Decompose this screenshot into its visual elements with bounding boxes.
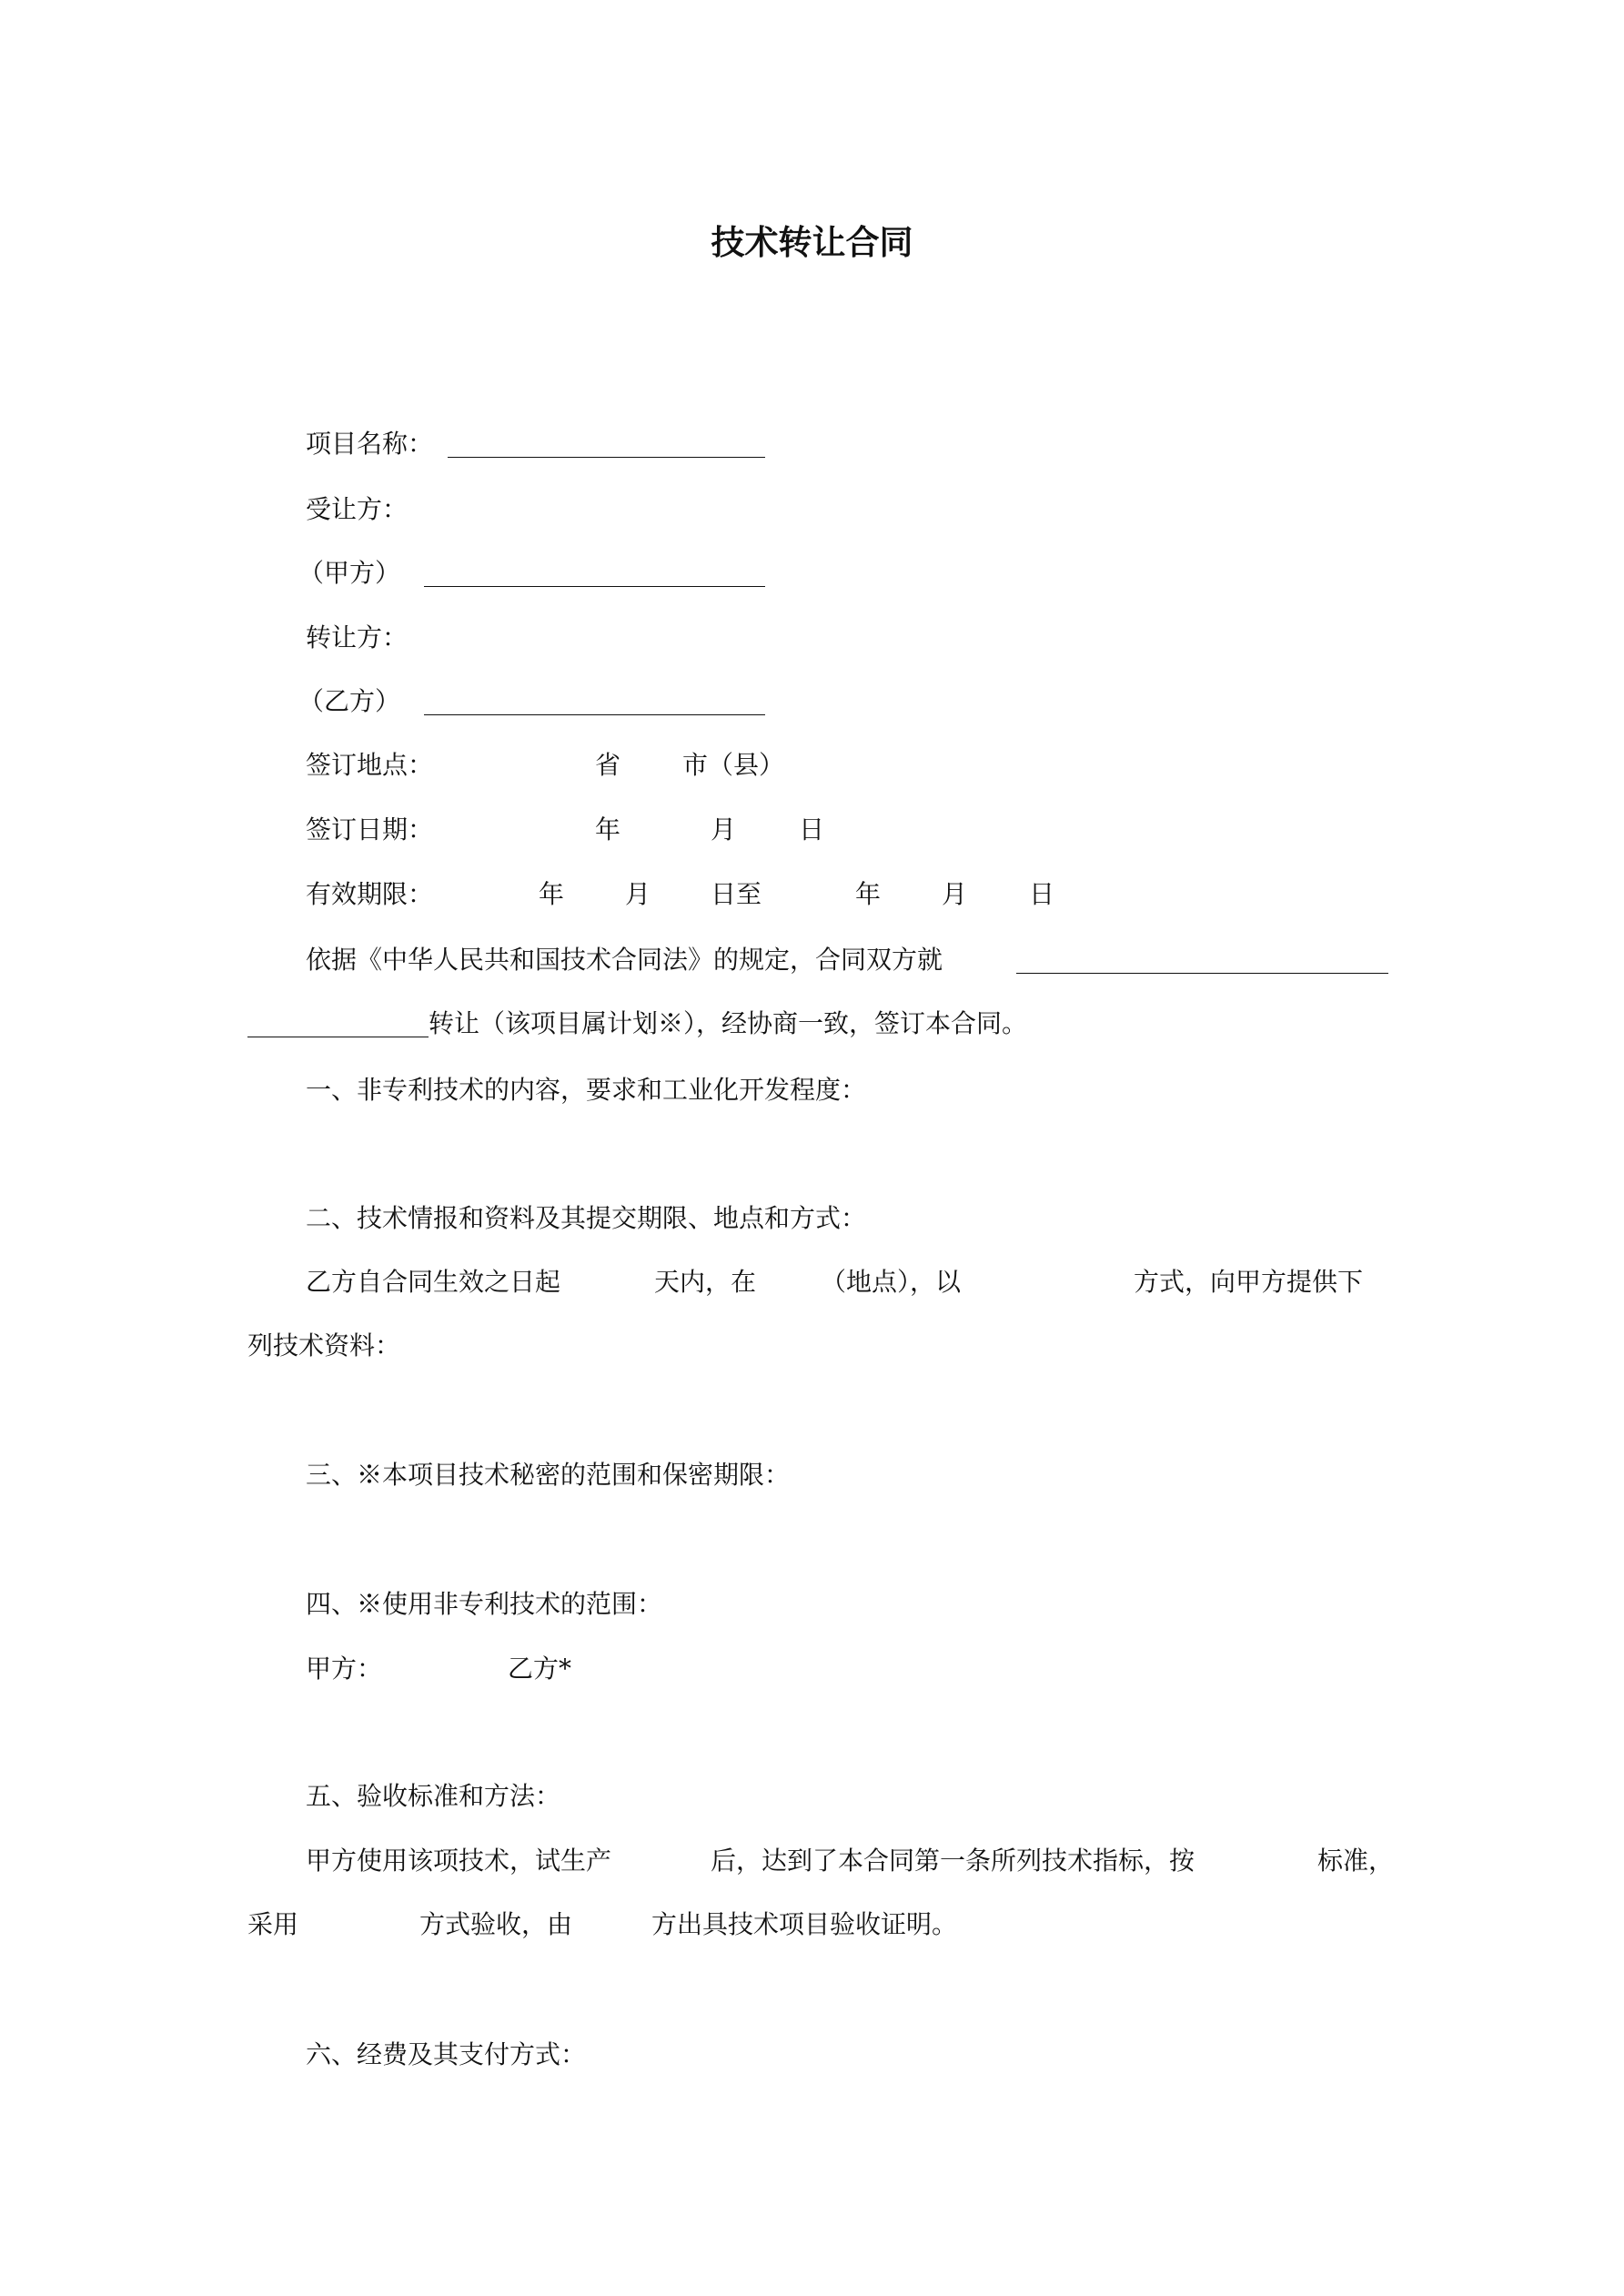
document-title: 技术转让合同 (711, 222, 913, 262)
party-a-label: （甲方） (298, 558, 401, 588)
preamble-line-1: 依据《中华人民共和国技术合同法》的规定，合同双方就 (306, 945, 943, 975)
sign-place-label: 签订地点： (306, 750, 434, 780)
validity-day-to: 日至 (711, 879, 762, 909)
section-4-heading: 四、※使用非专利技术的范围： (306, 1589, 663, 1619)
party-b-label: （乙方） (298, 686, 401, 716)
sign-place-province: 省 (595, 750, 621, 780)
section-4-party-a: 甲方： (306, 1654, 383, 1684)
sign-place-city: 市（县） (682, 750, 785, 780)
section-5-text-1: 甲方使用该项技术，试生产 (306, 1846, 612, 1876)
sign-date-label: 签订日期： (306, 814, 434, 845)
validity-day-2: 日 (1029, 879, 1055, 909)
project-name-label: 项目名称： (306, 429, 434, 459)
assignee-label: 受让方： (306, 494, 409, 524)
party-b-blank[interactable] (424, 714, 765, 715)
section-4-party-b: 乙方* (508, 1654, 572, 1684)
section-2-text-4: 方式，向甲方提供下 (1134, 1267, 1364, 1297)
section-5-text-5: 方式验收，由 (419, 1909, 573, 1939)
sign-date-day: 日 (799, 814, 825, 845)
section-5-text-3: 标准， (1317, 1846, 1395, 1876)
section-1-heading: 一、非专利技术的内容，要求和工业化开发程度： (306, 1075, 867, 1105)
section-2-text-1: 乙方自合同生效之日起 (306, 1267, 561, 1297)
validity-label: 有效期限： (306, 879, 434, 909)
validity-year-2: 年 (855, 879, 882, 909)
section-2-text-2: 天内，在 (654, 1267, 757, 1297)
validity-month-2: 月 (942, 879, 968, 909)
preamble-blank-1[interactable] (1016, 973, 1388, 974)
sign-date-year: 年 (595, 814, 621, 845)
section-2-heading: 二、技术情报和资料及其提交期限、地点和方式： (306, 1203, 867, 1233)
section-2-text-3: （地点），以 (821, 1267, 962, 1297)
sign-date-month: 月 (711, 814, 737, 845)
section-6-heading: 六、经费及其支付方式： (306, 2039, 587, 2069)
section-5-text-6: 方出具技术项目验收证明。 (651, 1909, 958, 1939)
validity-month-1: 月 (625, 879, 651, 909)
section-5-text-4: 采用 (247, 1909, 299, 1939)
section-5-text-2: 后，达到了本合同第一条所列技术指标，按 (711, 1846, 1195, 1876)
party-a-blank[interactable] (424, 586, 765, 587)
section-2-text-5: 列技术资料： (247, 1330, 401, 1360)
project-name-blank[interactable] (448, 457, 765, 458)
assignor-label: 转让方： (306, 622, 409, 652)
validity-year-1: 年 (539, 879, 565, 909)
preamble-line-2: 转让（该项目属计划※），经协商一致，签订本合同。 (429, 1008, 1028, 1038)
section-5-heading: 五、验收标准和方法： (306, 1781, 561, 1811)
section-3-heading: 三、※本项目技术秘密的范围和保密期限： (306, 1460, 791, 1490)
